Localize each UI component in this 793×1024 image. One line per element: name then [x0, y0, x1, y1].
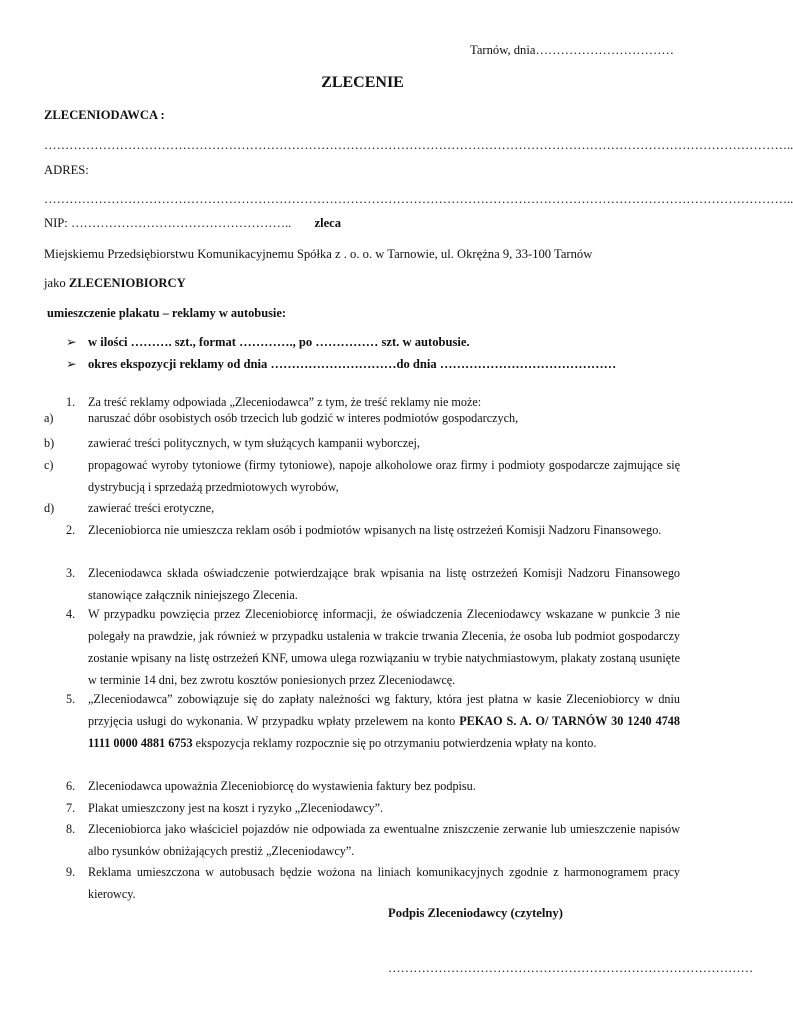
term-5-text-before: „Zleceniodawca” zobowiązuje się do zapłaty należności wg faktury, która jest płatna w kasie Zleceniobiorcy w dniu przyjęcia usługi do wykonania. W przypadku wpłaty przelewem na konto: [88, 692, 680, 728]
term-text: propagować wyroby tytoniowe (firmy tytoniowe), napoje alkoholowe oraz firmy i podmioty gospodarcze zajmujące się dystrybucją i sprzedażą przedmiotowych wyrobów,: [88, 458, 680, 494]
address-label: ADRES:: [44, 163, 89, 177]
client-name-line: ……………………………………………………………………………………………………………………………………………………………..: [44, 138, 793, 152]
bullet-period-text: okres ekspozycji reklamy od dnia …………………………do dnia ……………………………………: [88, 357, 617, 371]
term-text: Za treść reklamy odpowiada „Zleceniodawca” z tym, że treść reklamy nie może:: [88, 395, 482, 409]
term-9: [44, 861, 680, 905]
term-text: naruszać dóbr osobistych osób trzecich lub godzić w interes podmiotów gospodarczych,: [88, 411, 519, 425]
term-marker: 9.: [66, 865, 76, 879]
term-text: Plakat umieszczony jest na koszt i ryzyko „Zleceniodawcy”.: [88, 801, 384, 815]
term-text: Zleceniodawca składa oświadczenie potwierdzające brak wpisania na listę ostrzeżeń Komisji Nadzoru Finansowego stanowiące załącznik niniejszego Zlecenia.: [88, 566, 680, 602]
bank-account: PEKAO S. A. O/ TARNÓW 30 1240 4748 1111 0000 4881 6753: [88, 714, 680, 750]
signature-label: Podpis Zleceniodawcy (czytelny): [388, 906, 563, 920]
bullet-quantity-text: w ilości ………. szt., format …………., po …………… szt. w autobusie.: [88, 335, 470, 349]
term-text: Zleceniodawca upoważnia Zleceniobiorcę do wystawienia faktury bez podpisu.: [88, 779, 476, 793]
jako-text: jako: [44, 276, 66, 290]
term-3: [44, 562, 680, 606]
arrow-bullet-icon: ➢: [66, 357, 77, 371]
subject-heading: umieszczenie plakatu – reklamy w autobusie:: [47, 306, 286, 320]
signature-line: ……………………………………………………………………………: [388, 961, 754, 975]
term-b: [44, 432, 680, 454]
term-4: [44, 603, 680, 691]
term-marker: 1.: [66, 395, 76, 409]
place-date: Tarnów, dnia……………………………: [470, 43, 674, 57]
term-text: Zleceniobiorca nie umieszcza reklam osób i podmiotów wpisanych na listę ostrzeżeń Komisji Nadzoru Finansowego.: [88, 523, 662, 537]
term-5: [44, 688, 680, 754]
term-marker: 2.: [66, 523, 76, 537]
term-8: [44, 818, 680, 862]
zleca-text: zleca: [314, 216, 342, 230]
term-marker: 6.: [66, 779, 76, 793]
address-line: ……………………………………………………………………………………………………………………………………………………………..: [44, 192, 793, 206]
term-2: [44, 519, 680, 541]
term-marker: b): [44, 436, 55, 450]
term-marker: 8.: [66, 822, 76, 836]
term-5-text-after: ekspozycja reklamy rozpocznie się po otrzymaniu potwierdzenia wpłaty na konto.: [195, 736, 597, 750]
contractor-text: Miejskiemu Przedsiębiorstwu Komunikacyjnemu Spółka z . o. o. w Tarnowie, ul. Okrężna 9, 33-100 Tarnów: [44, 247, 593, 261]
term-7: [44, 797, 680, 819]
client-label: ZLECENIODAWCA :: [44, 108, 165, 122]
term-text: W przypadku powzięcia przez Zleceniobiorcę informacji, że oświadczenia Zleceniodawcy wskazane w punkcie 3 nie polegały na prawdzie, jak również w przypadku ustalenia w trakcie trwania Zlecenia, że osoba lub podmiot gospodarczy zostanie wpisany na listę ostrzeżeń KNF, umowa ulega rozwiązaniu w trybie natychmiastowym, plakaty zostaną usunięte w terminie 14 dni, bez zwrotu kosztów poniesionych przez Zleceniodawcę.: [88, 607, 680, 687]
term-text: Zleceniobiorca jako właściciel pojazdów nie odpowiada za ewentualne zniszczenie zerwanie lub umieszczenie napisów albo rysunków obniżających prestiż „Zleceniodawcy”.: [88, 822, 680, 858]
term-c: [44, 454, 680, 498]
term-1: [44, 394, 680, 411]
term-a: [44, 410, 680, 427]
page-title: ZLECENIE: [321, 74, 404, 91]
bullet-period: [66, 356, 616, 372]
arrow-bullet-icon: ➢: [66, 335, 77, 349]
nip-label: NIP: ……………………………………………..: [44, 216, 292, 230]
contractor-role: [44, 276, 186, 291]
term-marker: a): [44, 411, 54, 425]
term-marker: 4.: [66, 607, 76, 621]
term-6: [44, 775, 680, 797]
term-text: [88, 688, 680, 754]
term-marker: 3.: [66, 566, 76, 580]
term-marker: 5.: [66, 692, 76, 706]
term-marker: c): [44, 458, 54, 472]
bullet-quantity: [66, 334, 470, 350]
term-d: [44, 497, 680, 519]
term-marker: d): [44, 501, 55, 515]
term-text: Reklama umieszczona w autobusach będzie wożona na liniach komunikacyjnych zgodnie z harmonogramem pracy kierowcy.: [88, 865, 680, 901]
contractor-role-label: ZLECENIOBIORCY: [68, 276, 186, 290]
term-text: zawierać treści politycznych, w tym służących kampanii wyborczej,: [88, 436, 420, 450]
term-marker: 7.: [66, 801, 76, 815]
nip-line: [44, 216, 341, 231]
term-text: zawierać treści erotyczne,: [88, 501, 215, 515]
